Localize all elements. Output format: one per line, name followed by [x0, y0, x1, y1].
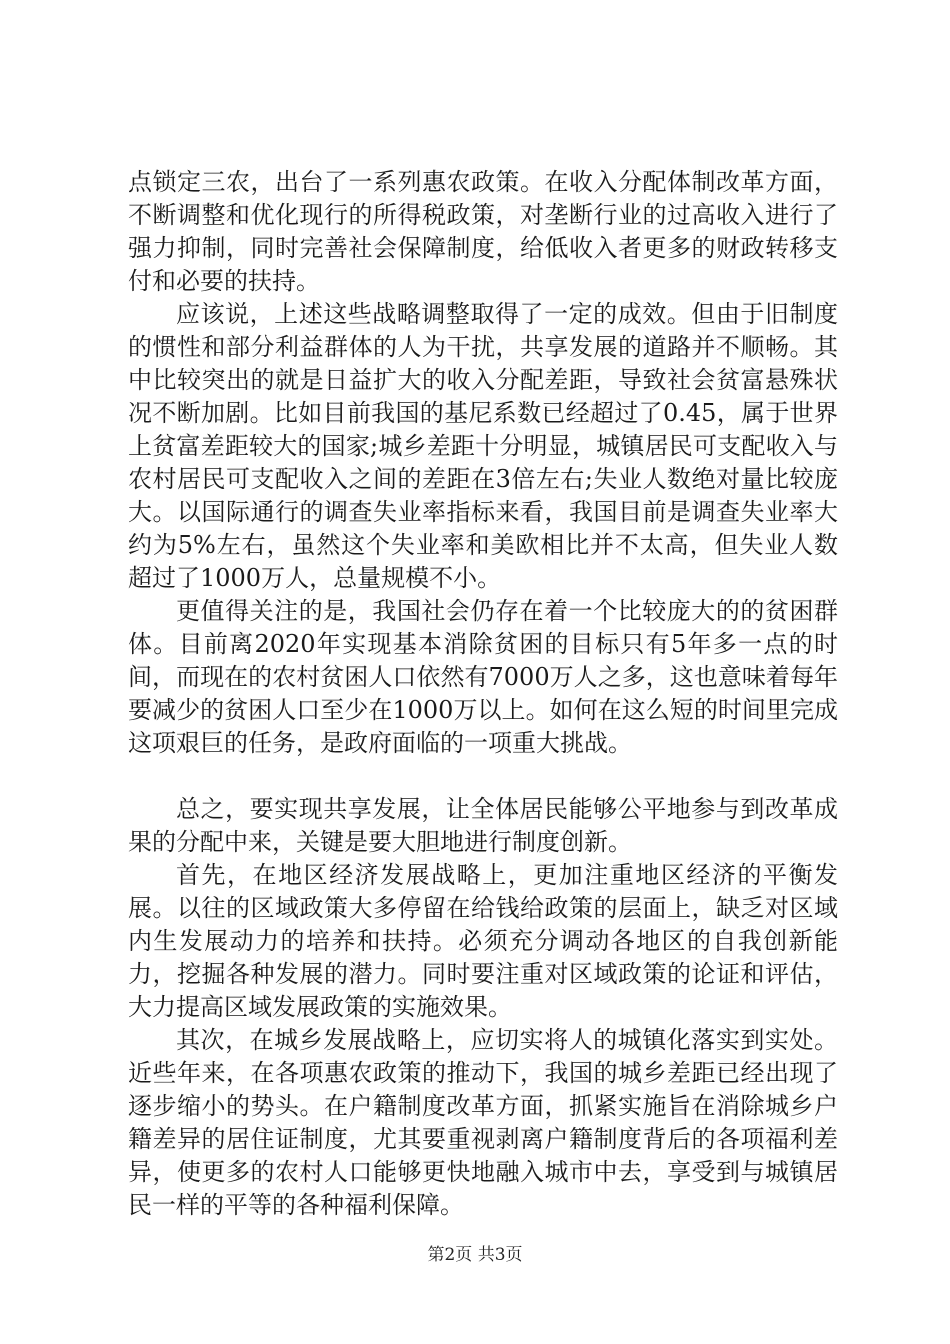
paragraph: 首先，在地区经济发展战略上，更加注重地区经济的平衡发展。以往的区域政策大多停留在给钱给政策的层面上，缺乏对区域内生发展动力的培养和扶持。必须充分调动各地区的自我创新能力，挖掘各种发展的潜力。同时要注重对区域政策的论证和评估，大力提高区域发展政策的实施效果。 [128, 861, 838, 1021]
page-number-footer: 第2页 共3页 [427, 1245, 523, 1265]
document-body [128, 166, 838, 1222]
paragraph: 点锁定三农，出台了一系列惠农政策。在收入分配体制改革方面，不断调整和优化现行的所得税政策，对垄断行业的过高收入进行了强力抑制，同时完善社会保障制度，给低收入者更多的财政转移支付和必要的扶持。 [128, 168, 838, 295]
paragraph: 其次，在城乡发展战略上，应切实将人的城镇化落实到实处。近些年来，在各项惠农政策的推动下，我国的城乡差距已经出现了逐步缩小的势头。在户籍制度改革方面，抓紧实施旨在消除城乡户籍差异的居住证制度，尤其要重视剥离户籍制度背后的各项福利差异，使更多的农村人口能够更快地融入城市中去，享受到与城镇居民一样的平等的各种福利保障。 [128, 1026, 838, 1219]
paragraph: 更值得关注的是，我国社会仍存在着一个比较庞大的的贫困群体。目前离2020年实现基本消除贫困的目标只有5年多一点的时间，而现在的农村贫困人口依然有7000万人之多，这也意味着每年要减少的贫困人口至少在1000万以上。如何在这么短的时间里完成这项艰巨的任务，是政府面临的一项重大挑战。 [128, 597, 838, 757]
paragraph: 应该说，上述这些战略调整取得了一定的成效。但由于旧制度的惯性和部分利益群体的人为干扰，共享发展的道路并不顺畅。其中比较突出的就是日益扩大的收入分配差距，导致社会贫富悬殊状况不断加剧。比如目前我国的基尼系数已经超过了0.45，属于世界上贫富差距较大的国家;城乡差距十分明显，城镇居民可支配收入与农村居民可支配收入之间的差距在3倍左右;失业人数绝对量比较庞大。以国际通行的调查失业率指标来看，我国目前是调查失业率大约为5%左右，虽然这个失业率和美欧相比并不太高，但失业人数超过了1000万人，总量规模不小。 [128, 300, 838, 592]
paragraph: 总之，要实现共享发展，让全体居民能够公平地参与到改革成果的分配中来，关键是要大胆地进行制度创新。 [128, 795, 838, 856]
